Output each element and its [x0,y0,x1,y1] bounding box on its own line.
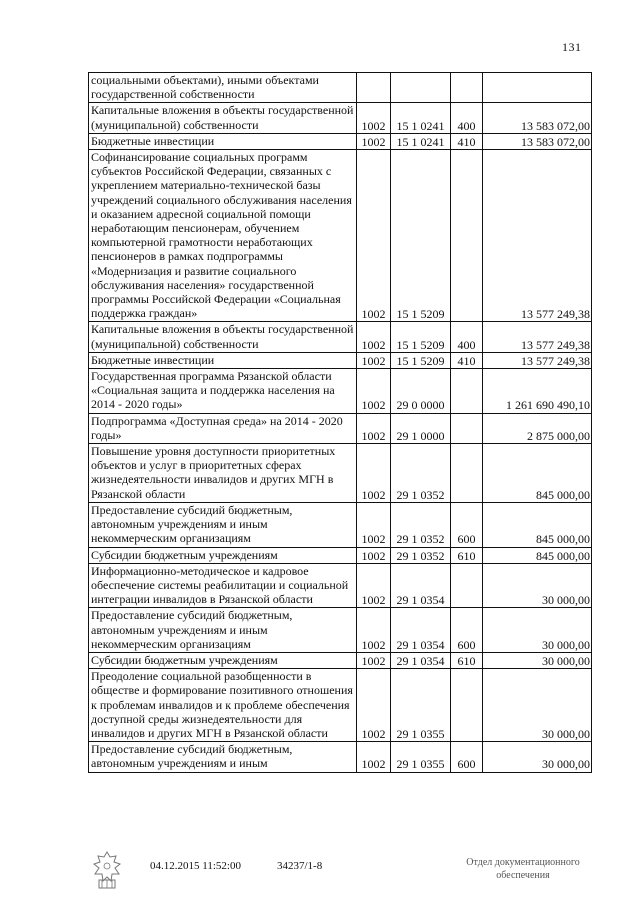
row-target-cell: 15 1 0241 [391,103,451,133]
row-amount-cell: 30 000,00 [483,563,592,608]
table-row [89,669,592,742]
row-target-cell: 15 1 0241 [391,133,451,149]
row-amount-cell: 845 000,00 [483,502,592,547]
table-row [89,322,592,352]
row-section-cell: 1002 [357,669,391,742]
row-target-cell: 29 1 0000 [391,413,451,443]
row-type-cell: 400 [451,322,483,352]
row-name-cell: Преодоление социальной разобщенности в обществе и формирование позитивного отношения к проблемам инвалидов и к проблеме обеспечения доступной среды жизнедеятельности для инвалидов и других МГН в Рязанской области [89,669,357,742]
row-type-cell: 410 [451,133,483,149]
row-type-cell [451,150,483,322]
footer [0,850,640,900]
row-name-cell: Повышение уровня доступности приоритетных объектов и услуг в приоритетных сферах жизнедеятельности инвалидов и других МГН в Рязанской области [89,444,357,503]
row-target-cell: 29 1 0352 [391,502,451,547]
row-name-cell: Подпрограмма «Доступная среда» на 2014 - 2020 годы» [89,413,357,443]
row-amount-cell [483,73,592,103]
table-row [89,133,592,149]
row-section-cell: 1002 [357,608,391,653]
row-section-cell: 1002 [357,652,391,668]
row-name-cell: Информационно-методическое и кадровое обеспечение системы реабилитации и социальной интеграции инвалидов в Рязанской области [89,563,357,608]
table-row [89,608,592,653]
row-amount-cell: 13 577 249,38 [483,322,592,352]
row-amount-cell: 845 000,00 [483,547,592,563]
row-section-cell: 1002 [357,150,391,322]
row-type-cell [451,563,483,608]
row-type-cell: 600 [451,502,483,547]
row-name-cell: Предоставление субсидий бюджетным, автономным учреждениям и иным некоммерческим организациям [89,608,357,653]
row-amount-cell: 13 577 249,38 [483,150,592,322]
row-amount-cell: 845 000,00 [483,444,592,503]
row-amount-cell: 13 583 072,00 [483,103,592,133]
row-name-cell: Предоставление субсидий бюджетным, автономным учреждениям и иным [89,742,357,772]
row-section-cell: 1002 [357,133,391,149]
row-target-cell: 29 1 0354 [391,652,451,668]
row-target-cell: 29 1 0354 [391,608,451,653]
row-target-cell: 15 1 5209 [391,352,451,368]
row-amount-cell: 2 875 000,00 [483,413,592,443]
row-target-cell: 29 1 0352 [391,547,451,563]
table-row [89,742,592,772]
row-amount-cell: 30 000,00 [483,608,592,653]
row-name-cell: социальными объектами), иными объектами государственной собственности [89,73,357,103]
row-section-cell [357,73,391,103]
table-row [89,73,592,103]
row-type-cell: 600 [451,608,483,653]
table-row [89,352,592,368]
table-row [89,150,592,322]
row-target-cell: 29 1 0355 [391,669,451,742]
row-section-cell: 1002 [357,547,391,563]
row-amount-cell: 13 583 072,00 [483,133,592,149]
table-row [89,547,592,563]
row-section-cell: 1002 [357,742,391,772]
table-row [89,103,592,133]
row-target-cell: 15 1 5209 [391,322,451,352]
row-target-cell: 29 1 0354 [391,563,451,608]
row-section-cell: 1002 [357,413,391,443]
table-row [89,444,592,503]
row-target-cell [391,73,451,103]
table-row [89,413,592,443]
footer-document-id: 34237/1-8 [277,860,323,872]
row-name-cell: Бюджетные инвестиции [89,133,357,149]
row-name-cell: Софинансирование социальных программ субъектов Российской Федерации, связанных с укреплением материально-технической базы учреждений социального обслуживания населения и оказанием адресной социальной помощи неработающим пенсионерам, обучением компьютерной грамотности неработающих пенсионеров в рамках подпрограммы «Модернизация и развитие социального обслуживания населения» государственной программы Российской Федерации «Социальная поддержка граждан» [89,150,357,322]
row-amount-cell: 13 577 249,38 [483,352,592,368]
row-type-cell: 610 [451,547,483,563]
row-section-cell: 1002 [357,369,391,414]
table-row [89,563,592,608]
row-target-cell: 15 1 5209 [391,150,451,322]
row-amount-cell: 30 000,00 [483,669,592,742]
footer-department-stamp: Отдел документационного обеспечения [466,857,580,881]
table-row [89,369,592,414]
row-name-cell: Капитальные вложения в объекты государственной (муниципальной) собственности [89,322,357,352]
row-target-cell: 29 1 0352 [391,444,451,503]
budget-table [88,72,592,773]
row-type-cell: 400 [451,103,483,133]
row-type-cell [451,413,483,443]
footer-datetime: 04.12.2015 11:52:00 [150,860,241,872]
row-type-cell [451,73,483,103]
row-name-cell: Капитальные вложения в объекты государственной (муниципальной) собственности [89,103,357,133]
row-type-cell: 600 [451,742,483,772]
row-section-cell: 1002 [357,352,391,368]
row-name-cell: Субсидии бюджетным учреждениям [89,652,357,668]
row-target-cell: 29 0 0000 [391,369,451,414]
row-target-cell: 29 1 0355 [391,742,451,772]
budget-table-body [89,73,592,773]
row-name-cell: Предоставление субсидий бюджетным, автономным учреждениям и иным некоммерческим организациям [89,502,357,547]
row-section-cell: 1002 [357,322,391,352]
row-section-cell: 1002 [357,563,391,608]
row-name-cell: Государственная программа Рязанской области «Социальная защита и поддержка населения на 2014 - 2020 годы» [89,369,357,414]
row-amount-cell: 1 261 690 490,10 [483,369,592,414]
row-section-cell: 1002 [357,502,391,547]
page-number: 131 [562,40,582,54]
row-section-cell: 1002 [357,103,391,133]
row-name-cell: Бюджетные инвестиции [89,352,357,368]
coat-of-arms-icon [90,850,124,890]
table-row [89,652,592,668]
table-row [89,502,592,547]
row-type-cell [451,444,483,503]
row-type-cell: 410 [451,352,483,368]
row-amount-cell: 30 000,00 [483,652,592,668]
row-amount-cell: 30 000,00 [483,742,592,772]
row-name-cell: Субсидии бюджетным учреждениям [89,547,357,563]
row-type-cell: 610 [451,652,483,668]
row-type-cell [451,669,483,742]
row-type-cell [451,369,483,414]
row-section-cell: 1002 [357,444,391,503]
